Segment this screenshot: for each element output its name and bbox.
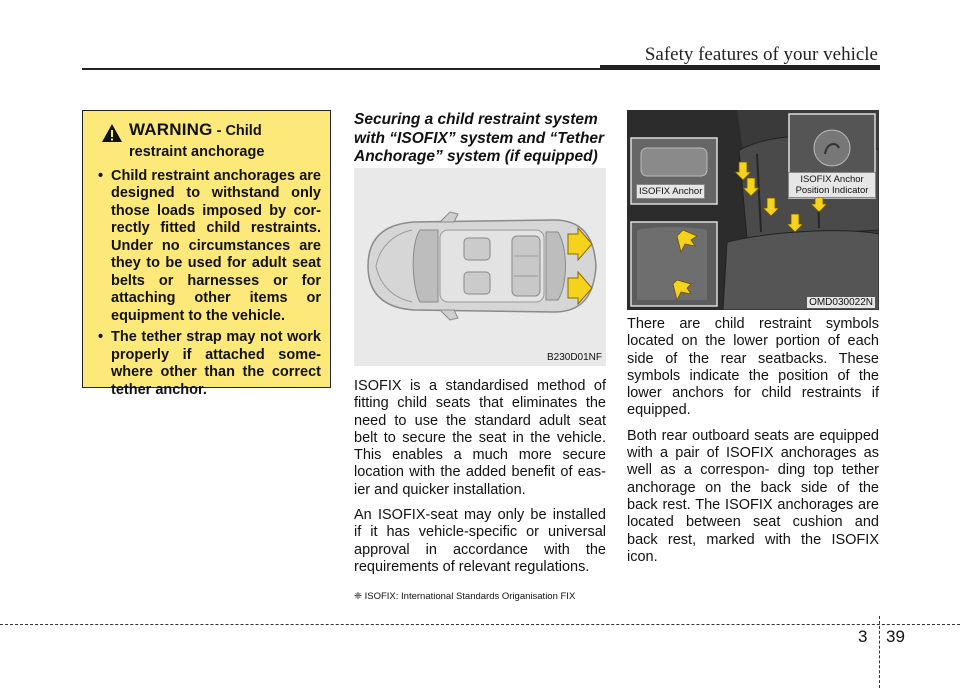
isofix-anchor-callout: ISOFIX Anchor [636,184,705,199]
car-illustration [354,168,606,366]
header-rule-accent [600,65,880,70]
warning-item: • Child restraint anchorages are designed to withstand only those loads imposed by cor- rectly fitted child restraints. Under no circumstances are they to be used for adult seat belts or harnesses or for attaching other items or equipment to the vehicle. [95,168,321,326]
footer-rule [0,624,960,625]
warning-title-suffix: - Child [212,123,262,139]
rear-seat-photo-figure [627,110,879,310]
section-heading: Securing a child restraint system with “ISOFIX” system and “Tether Anchorage” system (if equipped) [354,111,605,165]
warning-box [82,110,331,398]
warning-subtitle: restraint anchorage [129,144,265,160]
page-number: 39 [886,627,905,646]
right-body-text [627,316,879,574]
warning-title [129,121,262,141]
warning-word: WARNING [129,120,213,139]
warning-list [95,168,321,400]
indicator-callout-line1: ISOFIX Anchor [800,174,864,185]
middle-body-text [354,378,606,584]
paragraph: An ISOFIX-seat may only be installed if it has vehicle-specific or universal approval in accordance with the requirements of relevant regulations. [354,507,606,575]
footnote: ❈ ISOFIX: International Standards Origanisation FIX [354,591,576,602]
indicator-callout-line2: Position Indicator [795,185,869,196]
running-header: Safety features of your vehicle [644,44,878,65]
footer-divider [879,616,880,688]
warning-header [95,121,321,143]
paragraph: There are child restraint symbols located on the lower portion of each side of the rear seatbacks. These symbols indicate the position of the lower anchors for child restraints if equipped. [627,316,879,419]
chapter-number: 3 [858,627,868,646]
paragraph: ISOFIX is a standardised method of fitting child seats that eliminates the need to use the standard adult seat belt to secure the seat in the vehicle. This enables a much more secure location with the added benefit of eas- ier and quicker installation. [354,378,606,498]
indicator-callout [788,172,876,198]
warning-item: • The tether strap may not work properly if attached some- where other than the correct tether anchor. [95,329,321,399]
figure-code: OMD030022N [809,297,873,308]
rear-seat-illustration [627,110,879,310]
warning-triangle-icon [101,123,123,143]
car-top-view-figure [354,168,606,366]
figure-code: B230D01NF [546,352,602,363]
paragraph: Both rear outboard seats are equipped with a pair of ISOFIX anchorages as well as a correspon- ding top tether anchorage on the back side of the back rest. The ISOFIX anchorages are located between seat cushion and back rest, marked with the ISOFIX icon. [627,427,879,565]
